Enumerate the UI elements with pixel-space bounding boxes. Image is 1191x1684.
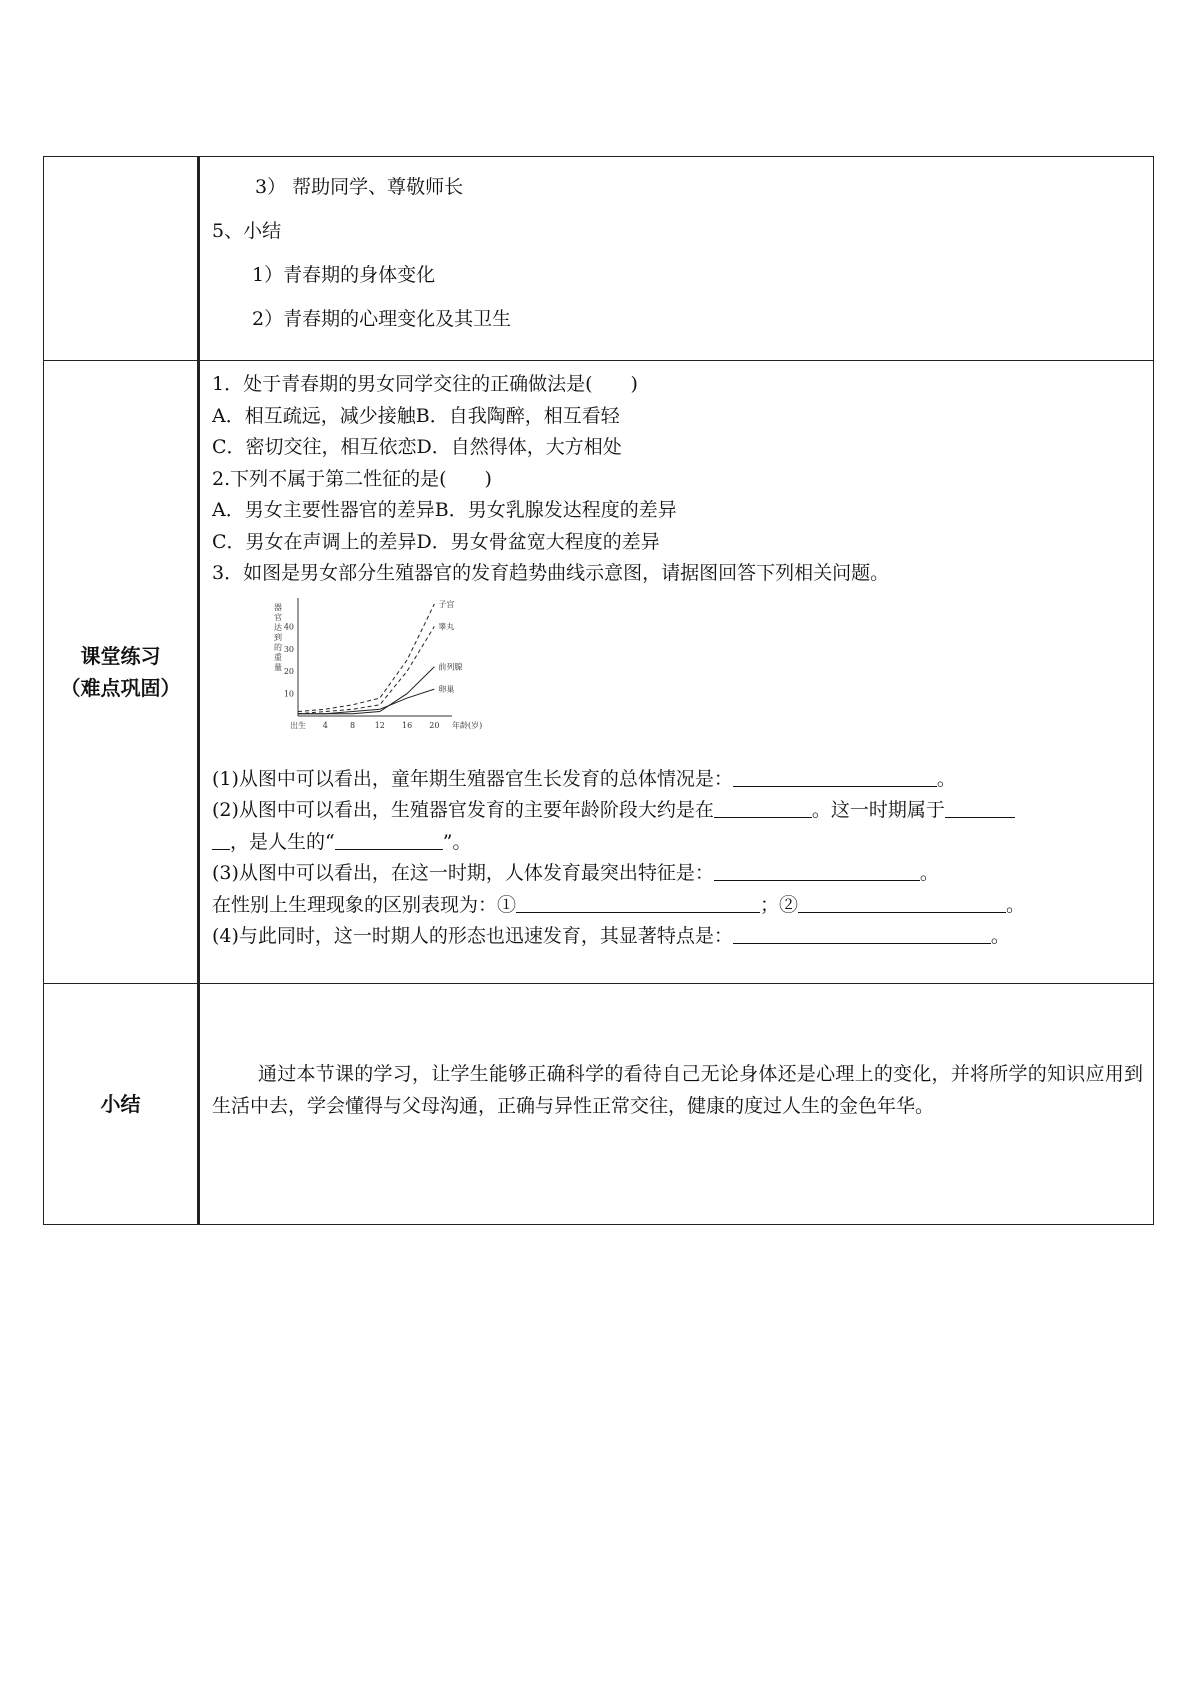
options-row	[212, 401, 1143, 433]
option-d: D．男女骨盆宽大程度的差异	[416, 530, 660, 553]
series-line	[298, 626, 434, 713]
series-line	[298, 689, 434, 714]
subquestion-3	[212, 858, 1143, 890]
y-tick-label: 40	[283, 621, 294, 631]
option-b: B．自我陶醉，相互看轻	[415, 404, 620, 427]
growth-chart-svg	[262, 594, 482, 744]
subquestion-3b	[212, 890, 1143, 922]
answer-blank[interactable]	[733, 764, 937, 787]
table-row	[44, 157, 1154, 361]
series-line	[298, 666, 434, 713]
option-a: A．男女主要性器官的差异	[212, 499, 435, 521]
answer-blank[interactable]	[212, 827, 230, 850]
y-tick-label: 30	[283, 644, 294, 654]
summary-paragraph: 通过本节课的学习，让学生能够正确科学的看待自己无论身体还是心理上的变化，并将所学的知识应用到生活中去，学会懂得与父母沟通，正确与异性正常交往，健康的度过人生的金色年华。	[212, 1063, 1143, 1117]
answer-blank[interactable]	[714, 795, 812, 818]
series-label: 睾丸	[438, 621, 455, 631]
subquestion-text: (2)从图中可以看出，生殖器官发育的主要年龄阶段大约是在	[212, 799, 714, 821]
x-tick-label: 8	[349, 720, 356, 730]
subquestion-text: ，是人生的“	[230, 830, 335, 853]
row-content	[199, 361, 1154, 984]
subquestion-4	[212, 921, 1143, 953]
x-axis-label: 年龄(岁)	[452, 720, 482, 730]
list-item: 1）青春期的身体变化	[252, 264, 436, 286]
series-label: 前列腺	[438, 662, 463, 672]
subquestion-2	[212, 795, 1143, 827]
x-tick-label: 出生	[290, 720, 306, 730]
list-item: 3） 帮助同学、尊敬师长	[255, 176, 464, 198]
subquestion-text: ；②	[760, 893, 799, 916]
answer-blank[interactable]	[714, 858, 920, 881]
subquestion-text: 。	[936, 767, 956, 790]
x-tick-label: 12	[374, 720, 385, 730]
x-tick-label: 16	[401, 720, 413, 730]
x-tick-label: 4	[322, 720, 328, 730]
row-label	[44, 361, 199, 984]
row-content	[199, 984, 1154, 1225]
option-c: C．密切交往，相互依恋	[212, 436, 417, 458]
question-3: 3．如图是男女部分生殖器官的发育趋势曲线示意图，请据图回答下列相关问题。	[212, 562, 890, 584]
y-tick-label: 10	[283, 689, 294, 699]
series-label: 子宫	[438, 599, 455, 609]
subquestion-text: (4)与此同时，这一时期人的形态也迅速发育，其显著特点是：	[212, 925, 733, 947]
subquestion-text: 。这一时期属于	[811, 799, 945, 821]
subquestion-2-cont	[212, 827, 1143, 859]
subquestion-text: 在性别上生理现象的区别表现为：①	[212, 893, 517, 916]
row-label-line: （难点巩固）	[60, 676, 181, 700]
row-label-line: 课堂练习	[80, 644, 161, 668]
lesson-table	[43, 156, 1154, 1225]
growth-chart	[262, 594, 482, 744]
question-1: 1．处于青春期的男女同学交往的正确做法是( )	[212, 373, 638, 395]
y-tick-label: 20	[283, 666, 294, 676]
row-label: 小结	[44, 984, 199, 1225]
option-b: B．男女乳腺发达程度的差异	[434, 499, 677, 521]
section-heading: 5、小结	[212, 220, 282, 242]
option-a: A．相互疏远，减少接触	[212, 404, 416, 427]
answer-blank[interactable]	[945, 795, 1015, 818]
row-content	[199, 157, 1154, 361]
subquestion-1	[212, 764, 1143, 796]
x-tick-label: 20	[429, 720, 440, 730]
answer-blank[interactable]	[335, 827, 443, 850]
answer-blank[interactable]	[798, 890, 1006, 913]
options-row	[212, 495, 1143, 527]
subquestion-text: (3)从图中可以看出，在这一时期，人体发育最突出特征是：	[212, 862, 714, 884]
y-axis-label: 器官达到的重量	[274, 602, 282, 672]
options-row	[212, 432, 1143, 464]
subquestion-text: (1)从图中可以看出，童年期生殖器官生长发育的总体情况是：	[212, 767, 733, 790]
subquestion-text: ”。	[442, 830, 472, 853]
series-label: 卵巢	[438, 684, 455, 694]
option-d: D．自然得体，大方相处	[416, 436, 622, 458]
subquestion-text: 。	[1006, 893, 1026, 916]
subquestion-text: 。	[919, 862, 939, 884]
option-c: C．男女在声调上的差异	[212, 530, 417, 553]
list-item: 2）青春期的心理变化及其卫生	[252, 308, 512, 330]
table-row	[44, 361, 1154, 984]
answer-blank[interactable]	[516, 890, 760, 913]
options-row	[212, 527, 1143, 559]
subquestion-text: 。	[990, 925, 1010, 947]
question-2: 2.下列不属于第二性征的是( )	[212, 467, 492, 490]
table-row	[44, 984, 1154, 1225]
row-label-empty	[44, 157, 199, 361]
answer-blank[interactable]	[733, 921, 991, 944]
